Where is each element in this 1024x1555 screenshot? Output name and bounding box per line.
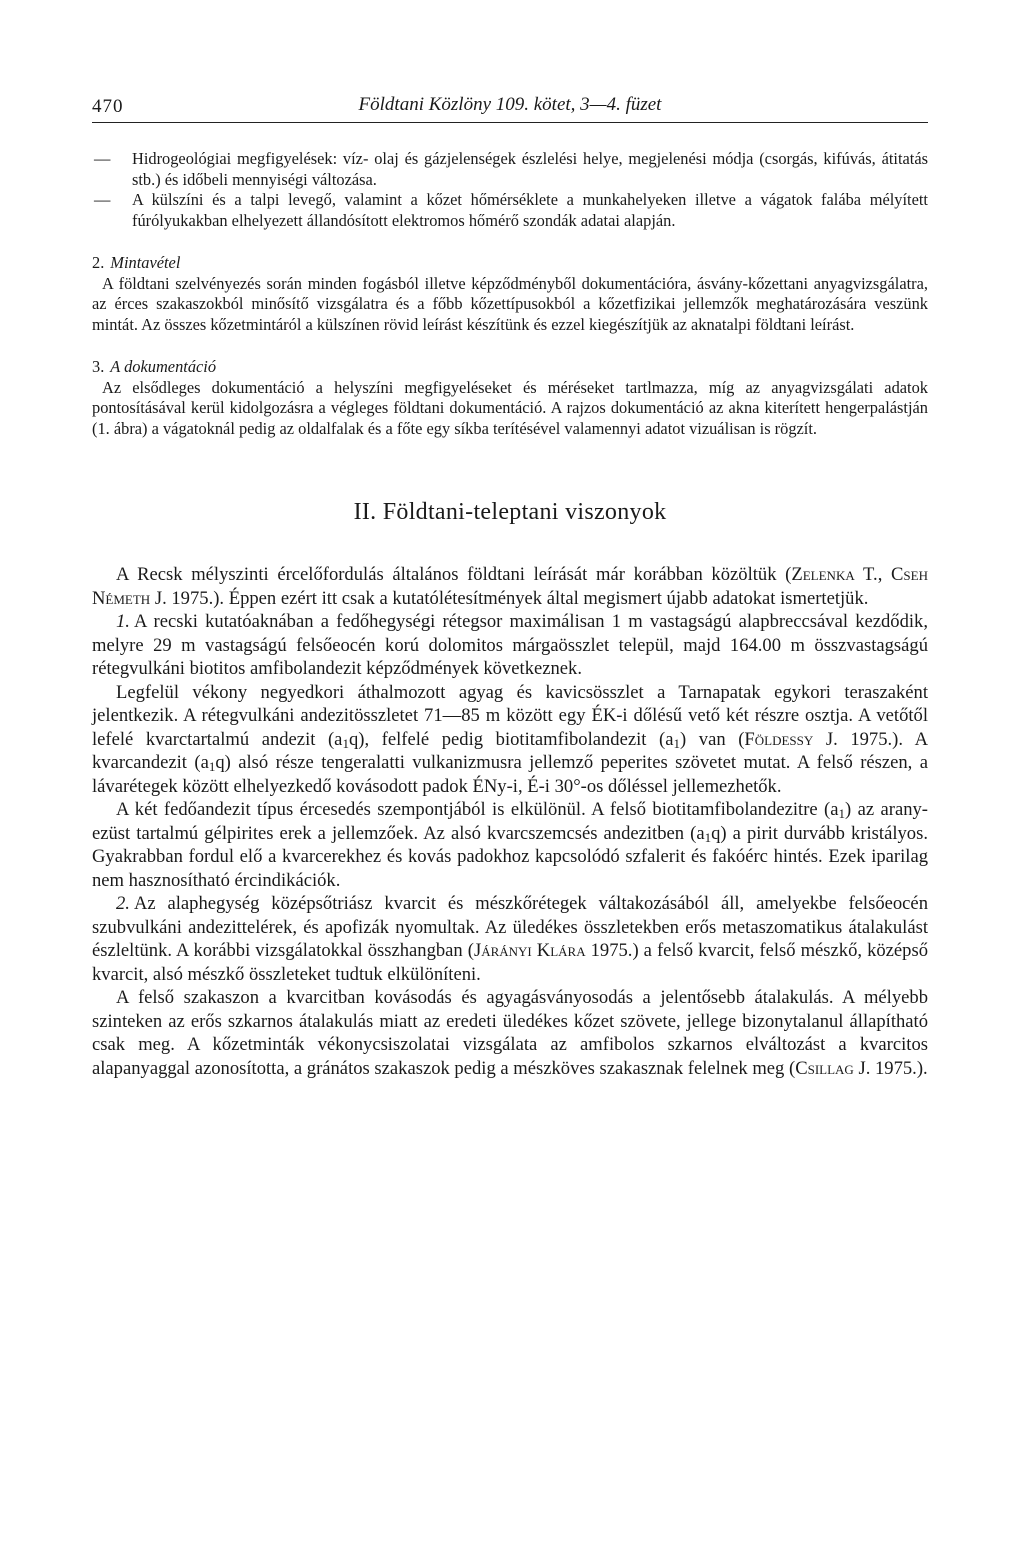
subscript: 1 xyxy=(838,806,846,821)
author-citation: Csillag J. xyxy=(795,1057,871,1079)
page-number: 470 xyxy=(92,96,124,117)
paragraph-text: ) az arany-ezüst tartalmú gélpirites erek a jellemzőek. Az alsó kvarcszemcsés andezitben (a xyxy=(92,799,928,844)
observation-list xyxy=(92,149,928,231)
paragraph-number: 1. xyxy=(116,611,130,632)
author-citation: Földessy J. xyxy=(744,728,838,750)
paragraph-text: 1975.). xyxy=(870,1057,928,1079)
subsection-title: A dokumentáció xyxy=(110,357,217,376)
subsection-sampling xyxy=(92,253,928,335)
running-head xyxy=(92,92,928,123)
subscript: 1 xyxy=(342,735,349,751)
paragraph xyxy=(92,798,928,892)
paragraph-text: A két fedőandezit típus ércesedés szempontjából is elkülönül. A felső biotitamfibolandezitre (a xyxy=(116,799,839,820)
paragraph-text: Az alaphegység középsőtriász kvarcit és mészkőrétegek váltakozásából áll, amelyekbe felsőeocén szubvulkáni andezittelérek, és apofizák nyomultak. Az üledékes összletekben erős metaszomatikus átalakulást észleltünk. A korábbi vizsgálatokkal összhangban ( xyxy=(92,893,928,961)
subsection-title: Mintavétel xyxy=(110,253,181,272)
subsection-heading xyxy=(92,253,928,274)
paragraph xyxy=(92,892,928,986)
paragraph-text: q) a pirit durvább kristályos. Gyakrabban fordul elő a kvarcerekhez és kovás padokhoz kapcsolódó szfalerit és fakóérc hintés. Ezek iparilag nem hasznosítható ércindikációk. xyxy=(92,822,928,891)
paragraph-text: q) alsó része tengeralatti vulkanizmusra jellemző peperites szövetet mutat. A felső részen, a lávarétegek között elhelyezkedő kovásodott padok ÉNy-i, É-i 30°-os dőléssel jellemezhetők. xyxy=(92,752,928,797)
subsection-number: 2. xyxy=(92,253,105,272)
paragraph-text: 1975.). A kvarcandezit (a xyxy=(92,728,928,773)
paragraph xyxy=(92,563,928,610)
paragraph-text: A Recsk mélyszinti ércelőfordulás általános földtani leírását már korábban közöltük ( xyxy=(116,564,792,585)
dash-marker: — xyxy=(94,149,111,168)
subsection-text: A földtani szelvényezés során minden fogásból illetve képződményből dokumentációra, ásvány-kőzettani anyagvizsgálatra, az érces szakaszokból minősítő vizsgálatra és a főbb kőzettípusokból a kőzetfizikai jellemzők meghatározására veszünk mintát. Az összes kőzetmintáról a külszínen rövid leírást készítünk és ezzel kiegészítjük az aknatalpi földtani leírást. xyxy=(92,273,928,334)
paragraph-text: A felső szakaszon a kvarcitban kovásodás és agyagásványosodás a jelentősebb átalakulás. A mélyebb szinteken az erős szkarnos átalakulás miatt az eredeti üledékes kőzet szövete, jellege bizonytalanul állapítható csak meg. A kőzetminták vékonycsiszolatai vizsgálata az amfibolos szkarnos elváltozást a kvarcitos alapanyaggal azonosította, a gránátos szakaszok pedig a mészköves szakasznak felelnek meg ( xyxy=(92,987,928,1079)
subscript: 1 xyxy=(208,759,216,774)
list-item xyxy=(92,190,928,231)
journal-page xyxy=(92,92,928,1080)
paragraph-text: A recski kutatóaknában a fedőhegységi rétegsor maximálisan 1 m vastagságú alapbreccsával kezdődik, melyre 29 m vastagságú felsőeocén korú dolomitos márgaösszlet települ, majd 164.00 m összvastagságú rétegvulkáni biotitos amfibolandezit képződmények következnek. xyxy=(92,611,928,679)
list-item-text: Hidrogeológiai megfigyelések: víz- olaj és gázjelenségek észlelési helye, megjelenési módja (csorgás, kifúvás, átitatás stb.) és időbeli mennyiségi változása. xyxy=(132,149,928,189)
journal-title: Földtani Közlöny 109. kötet, 3—4. füzet xyxy=(358,94,662,115)
subsection-heading xyxy=(92,357,928,378)
paragraph-text: ) van ( xyxy=(679,728,745,750)
list-item-text: A külszíni és a talpi levegő, valamint a kőzet hőmérséklete a munkahelyeken illetve a vágatok falába mélyített fúrólyukakban elhelyezett állandósított elektromos hőmérő szondák adatai alapján. xyxy=(132,190,928,230)
section-title: II. Földtani-teleptani viszonyok xyxy=(353,499,667,525)
paragraph-text: 1975.). Éppen ezért itt csak a kutatólétesítmények által megismert újabb adatokat ismertetjük. xyxy=(166,587,869,609)
paragraph-text: 1975.) a felső kvarcit, felső mészkő, középső kvarcit, alsó mészkő összleteket tudtuk elkülöníteni. xyxy=(92,940,928,985)
paragraph-text: Legfelül vékony negyedkori áthalmozott agyag és kavicsösszlet a Tarnapatak egykori teraszaként jelentkezik. A rétegvulkáni andezitösszletet 71—85 m között egy ÉK-i dőlésű vető két részre osztja. A vetőtől lefelé kvarctartalmú andezit (a xyxy=(92,681,928,750)
paragraph xyxy=(92,610,928,681)
author-citation: Járányi Klára xyxy=(473,940,586,961)
subsection-number: 3. xyxy=(92,357,105,376)
subscript: 1 xyxy=(673,735,680,751)
paragraph xyxy=(92,986,928,1080)
paragraph-text: q), felfelé pedig biotitamfibolandezit (a xyxy=(348,728,674,750)
paragraph-number: 2. xyxy=(116,893,130,914)
subscript: 1 xyxy=(704,829,712,845)
author-citation: Zelenka T. xyxy=(791,564,878,585)
subsection-documentation xyxy=(92,357,928,439)
dash-marker: — xyxy=(94,190,111,209)
subsection-text: Az elsődleges dokumentáció a helyszíni megfigyeléseket és méréseket tartlmazza, míg az anyagvizsgálati adatok pontosításával kerül kidolgozásra a végleges földtani dokumentáció. A rajzos dokumentáció az akna kiterített hengerpalástján (1. ábra) a vágatoknál pedig az oldalfalak és a főte egy síkba terítésével valamennyi adatot vizuálisan is rögzít. xyxy=(92,377,928,438)
paragraph xyxy=(92,681,928,799)
author-citation: Cseh Németh J. xyxy=(92,564,928,609)
paragraph-text: , xyxy=(877,564,892,585)
list-item xyxy=(92,149,928,190)
